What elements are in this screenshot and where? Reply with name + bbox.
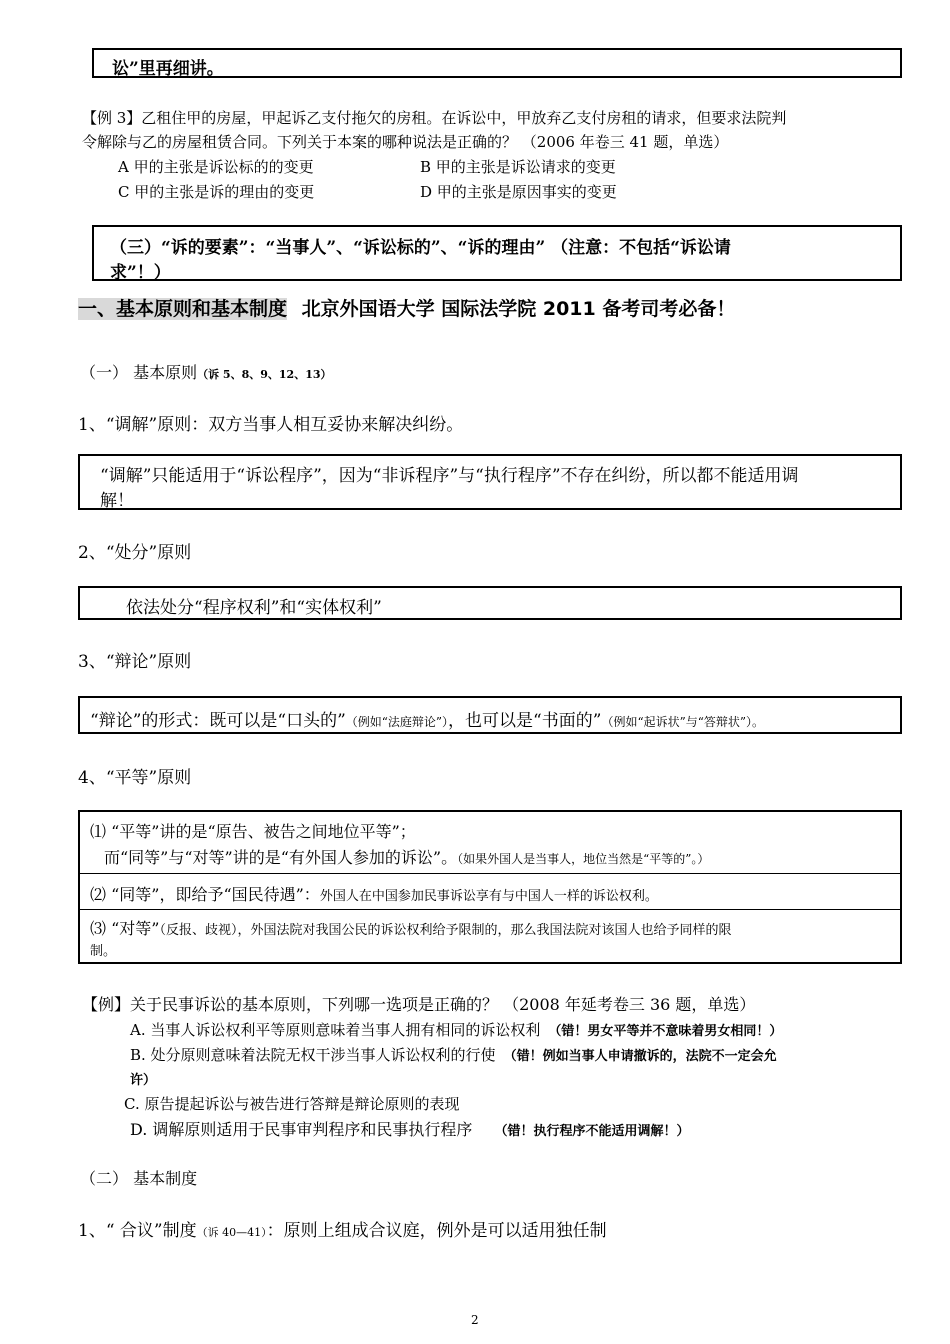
example3-line2: 令解除与乙的房屋租赁合同。下列关于本案的哪种说法是正确的？ （2006 年卷三 41 题，单选） [82, 133, 729, 151]
principle4-row-1 [80, 812, 900, 874]
example3-option-c: C 甲的主张是诉的理由的变更 [118, 183, 315, 201]
collegial-system-desc: ：原则上组成合议庭，例外是可以适用独任制 [266, 1221, 607, 1241]
basic-system-heading: （二） 基本制度 [80, 1169, 198, 1188]
reciprocity-line1 [90, 916, 731, 939]
principle2-box [78, 586, 902, 620]
page-number: 2 [471, 1313, 479, 1327]
option-b-text: B. 处分原则意味着法院无权干涉当事人诉讼权利的行使 [130, 1046, 496, 1064]
example3-option-a: A 甲的主张是诉讼标的的变更 [118, 158, 314, 176]
principle3-heading: 3、“辩论”原则 [78, 652, 192, 672]
principle4-row-2 [80, 874, 900, 910]
option-c: C. 原告提起诉讼与被告进行答辩是辩论原则的表现 [124, 1095, 460, 1113]
elements-line1: （三）“诉的要素”：“当事人”、“诉讼标的”、“诉的理由” （注意：不包括“诉讼请 [110, 238, 731, 258]
principle1-box [78, 454, 902, 510]
principle3-box [78, 696, 902, 734]
principle3-box-text [90, 706, 764, 731]
principle1-box-line2: 解！ [100, 491, 134, 511]
option-b [130, 1044, 777, 1065]
principle4-heading: 4、“平等”原则 [78, 768, 192, 788]
debate-written-example: （例如“起诉状”与“答辩状”）。 [601, 715, 764, 729]
principle1-heading: 1、“调解”原则：双方当事人相互妥协来解决纠纷。 [78, 415, 464, 435]
option-b-note-cont: 许） [130, 1073, 157, 1088]
section-title-sub: 北京外国语大学 国际法学院 2011 备考司考必备！ [301, 298, 736, 320]
example3-option-d: D 甲的主张是原因事实的变更 [420, 183, 617, 201]
debate-oral-example: （例如“法庭辩论”） [345, 715, 449, 729]
collegial-system-term: 1、“ 合议”制度 [78, 1221, 197, 1241]
section-title-main: 一、基本原则和基本制度 [78, 298, 288, 320]
basic-principles-heading [80, 360, 332, 383]
equality-foreign: 而“同等”与“对等”讲的是“有外国人参加的诉讼”。 [104, 848, 458, 867]
example3-line1: 【例 3】乙租住甲的房屋，甲起诉乙支付拖欠的房租。在诉讼中，甲放弃乙支付房租的请求，但要求法院判 [82, 109, 787, 127]
collegial-system [78, 1216, 607, 1241]
equality-foreign-note: （如果外国人是当事人，地位当然是“平等的”。） [457, 852, 710, 866]
national-treatment-desc: 外国人在中国参加民事诉讼享有与中国人一样的诉讼权利。 [319, 889, 658, 904]
principle1-box-line1: “调解”只能适用于“诉讼程序”，因为“非诉程序”与“执行程序”不存在纠纷，所以都不能适用调 [100, 466, 799, 486]
option-d-note: （错！执行程序不能适用调解！） [494, 1124, 690, 1139]
debate-written: ，也可以是“书面的” [448, 711, 602, 731]
reciprocity-desc: （反报、歧视），外国法院对我国公民的诉讼权利给予限制的，那么我国法院对该国人也给予同样的限 [159, 923, 732, 938]
national-treatment-term: ⑵ “同等”，即给予“国民待遇”： [90, 885, 320, 904]
national-treatment [90, 882, 658, 905]
equality-line1: ⑴ “平等”讲的是“原告、被告之间地位平等”； [90, 822, 416, 841]
equality-line2 [104, 845, 709, 868]
option-b-note: （错！例如当事人申请撤诉的，法院不一定会允 [503, 1049, 777, 1064]
basic-principles-label: （一） 基本原则 [80, 363, 198, 382]
principle4-row-3 [80, 910, 900, 964]
option-a-text: A. 当事人诉讼权利平等原则意味着当事人拥有相同的诉讼权利 [130, 1021, 541, 1039]
reciprocity-term: ⑶ “对等” [90, 919, 160, 938]
option-d-text: D. 调解原则适用于民事审判程序和民事执行程序 [130, 1120, 473, 1139]
continuation-box [92, 48, 902, 78]
section-title [78, 294, 735, 321]
debate-oral: “辩论”的形式：既可以是“口头的” [90, 711, 346, 731]
elements-line2: 求”！） [110, 263, 171, 283]
basic-principles-ref: （诉 5、8、9、12、13） [197, 368, 332, 381]
reciprocity-line2: 制。 [90, 944, 117, 959]
option-d [130, 1117, 689, 1140]
principle2-box-text: 依法处分“程序权利”和“实体权利” [126, 598, 382, 618]
option-a-note: （错！男女平等并不意味着男女相同！） [548, 1024, 783, 1039]
continuation-text: 讼”里再细讲。 [112, 59, 224, 79]
option-a [130, 1019, 782, 1040]
collegial-system-ref: （诉 40—41） [196, 1226, 267, 1239]
principle4-table [78, 810, 902, 964]
example-question: 【例】关于民事诉讼的基本原则，下列哪一选项是正确的？ （2008 年延考卷三 36 题，单选） [82, 995, 756, 1014]
example3-option-b: B 甲的主张是诉讼请求的变更 [420, 158, 616, 176]
principle2-heading: 2、“处分”原则 [78, 543, 192, 563]
elements-of-suit-box [92, 225, 902, 281]
